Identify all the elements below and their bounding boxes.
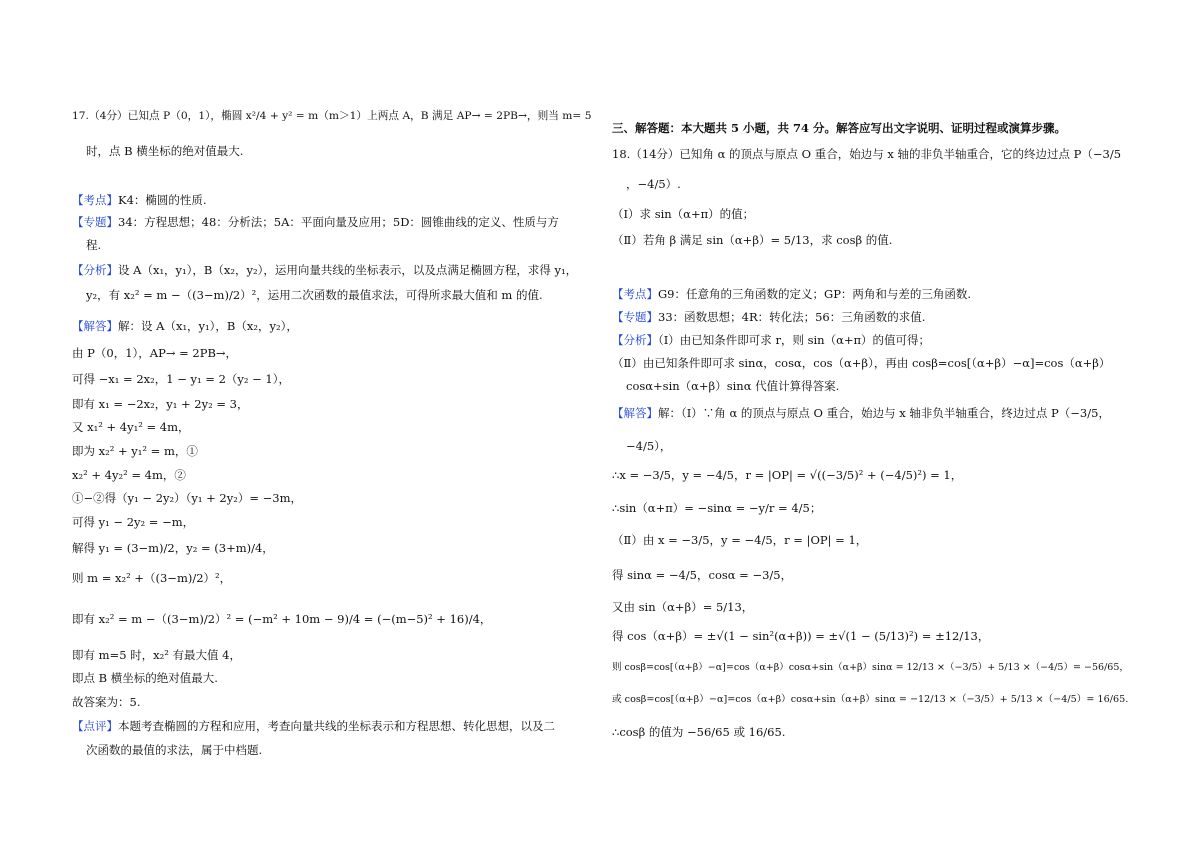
fenxi-tag: 【分析】 xyxy=(72,263,118,277)
fenxi xyxy=(72,262,577,278)
fenxi-cont: （Ⅱ）由已知条件即可求 sinα，cosα，cos（α+β），再由 cosβ=cos[（α+β）−α]=cos（α+β） xyxy=(612,356,1111,370)
kaodian-tag: 【考点】 xyxy=(612,287,658,301)
step: 可得 −x₁ = 2x₂，1 − y₁ = 2（y₂ − 1）， xyxy=(72,372,290,386)
dianping-text: 本题考查椭圆的方程和应用，考查向量共线的坐标表示和方程思想、转化思想，以及二 xyxy=(118,719,555,733)
dianping-tag: 【点评】 xyxy=(72,719,118,733)
zhuanti-tag: 【专题】 xyxy=(72,215,118,229)
step: ∴x = −3/5，y = −4/5，r = |OP| = √((−3/5)² + (−4/5)²) = 1， xyxy=(612,468,963,482)
step: 又 x₁² + 4y₁² = 4m， xyxy=(72,420,190,434)
zhuanti-tag: 【专题】 xyxy=(612,310,658,324)
step: 或 cosβ=cos[（α+β）−α]=cos（α+β）cosα+sin（α+β）sinα = −12/13 ×（−3/5）+ 5/13 ×（−4/5）= 16/65. xyxy=(612,694,1129,705)
jieda-text: 解：设 A（x₁，y₁），B（x₂，y₂）， xyxy=(118,319,298,333)
zhuanti-text: 33：函数思想；4R：转化法；56：三角函数的求值. xyxy=(658,310,926,324)
dianping xyxy=(72,718,555,734)
fenxi-text: 设 A（x₁，y₁），B（x₂，y₂），运用向量共线的坐标表示，以及点满足椭圆方程，求得 y₁， xyxy=(118,263,578,277)
step: ①−②得（y₁ − 2y₂）（y₁ + 2y₂）= −3m， xyxy=(72,491,302,505)
fenxi-text: （Ⅰ）由已知条件即可求 r，则 sin（α+π）的值可得； xyxy=(658,333,931,347)
section-title: 三、解答题：本大题共 5 小题，共 74 分。解答应写出文字说明、证明过程或演算步骤。 xyxy=(612,121,1067,135)
step: 解得 y₁ = (3−m)/2，y₂ = (3+m)/4， xyxy=(72,541,274,555)
zhuanti-text: 34：方程思想；48：分析法；5A：平面向量及应用；5D：圆锥曲线的定义、性质与方 xyxy=(118,215,559,229)
step: 即有 x₂² = m −（(3−m)/2）² = (−m² + 10m − 9)/4 = (−(m−5)² + 16)/4， xyxy=(72,612,492,626)
zhuanti-cont: 程. xyxy=(86,238,102,252)
step: 则 cosβ=cos[（α+β）−α]=cos（α+β）cosα+sin（α+β）sinα = 12/13 ×（−3/5）+ 5/13 ×（−4/5）= −56/65， xyxy=(612,662,1129,673)
zhuanti xyxy=(72,214,559,230)
step: 则 m = x₂² +（(3−m)/2）²， xyxy=(72,571,232,585)
step: 故答案为：5. xyxy=(72,695,141,709)
jieda-text: 解：（Ⅰ）∵角 α 的顶点与原点 O 重合，始边与 x 轴非负半轴重合，终边过点 P（−3/5， xyxy=(658,406,1110,420)
q17-stem: 17.（4分）已知点 P（0，1），椭圆 x²/4 + y² = m（m＞1）上两点 A，B 满足 AP→ = 2PB→，则当 m= 5 xyxy=(72,109,592,122)
jieda xyxy=(612,405,1110,421)
step: 得 cos（α+β）= ±√(1 − sin²(α+β)) = ±√(1 − (5/13)²) = ±12/13， xyxy=(612,629,990,643)
step: 可得 y₁ − 2y₂ = −m， xyxy=(72,515,195,529)
fenxi xyxy=(612,332,930,348)
step: ∴sin（α+π）= −sinα = −y/r = 4/5； xyxy=(612,501,822,515)
step: 即为 x₂² + y₁² = m，① xyxy=(72,444,198,458)
jieda xyxy=(72,318,298,334)
kaodian-text: K4：椭圆的性质. xyxy=(118,193,207,207)
step: 即点 B 横坐标的绝对值最大. xyxy=(72,671,218,685)
kaodian-text: G9：任意角的三角函数的定义；GP：两角和与差的三角函数. xyxy=(658,287,972,301)
step: 即有 m=5 时，x₂² 有最大值 4， xyxy=(72,648,242,662)
q18-part1: （Ⅰ）求 sin（α+π）的值； xyxy=(612,207,755,221)
fenxi-tag: 【分析】 xyxy=(612,333,658,347)
fenxi-cont: y₂，有 x₂² = m −（(3−m)/2）²，运用二次函数的最值求法，可得所求最大值和 m 的值. xyxy=(86,288,543,302)
q17-stem-cont: 时，点 B 横坐标的绝对值最大. xyxy=(86,144,244,158)
jieda-tag: 【解答】 xyxy=(612,406,658,420)
q18-part2: （Ⅱ）若角 β 满足 sin（α+β）= 5/13，求 cosβ 的值. xyxy=(612,233,893,247)
kaodian-tag: 【考点】 xyxy=(72,193,118,207)
step: 得 sinα = −4/5，cosα = −3/5， xyxy=(612,568,793,582)
jieda-tag: 【解答】 xyxy=(72,319,118,333)
q18-stem-cont: ，−4/5）. xyxy=(626,177,681,191)
kaodian xyxy=(72,192,207,208)
step: 又由 sin（α+β）= 5/13， xyxy=(612,600,754,614)
jieda-cont: −4/5）， xyxy=(626,439,672,453)
step: 由 P（0，1），AP→ = 2PB→， xyxy=(72,346,238,360)
step: x₂² + 4y₂² = 4m，② xyxy=(72,468,186,482)
q18-stem: 18.（14分）已知角 α 的顶点与原点 O 重合，始边与 x 轴的非负半轴重合，它的终边过点 P（−3/5 xyxy=(612,147,1122,161)
step: 即有 x₁ = −2x₂，y₁ + 2y₂ = 3， xyxy=(72,397,249,411)
fenxi-cont: cosα+sin（α+β）sinα 代值计算得答案. xyxy=(626,379,840,393)
step: （Ⅱ）由 x = −3/5，y = −4/5，r = |OP| = 1， xyxy=(612,533,868,547)
zhuanti xyxy=(612,309,925,325)
step: ∴cosβ 的值为 −56/65 或 16/65. xyxy=(612,725,786,739)
kaodian xyxy=(612,286,971,302)
dianping-cont: 次函数的最值的求法，属于中档题. xyxy=(86,743,263,757)
